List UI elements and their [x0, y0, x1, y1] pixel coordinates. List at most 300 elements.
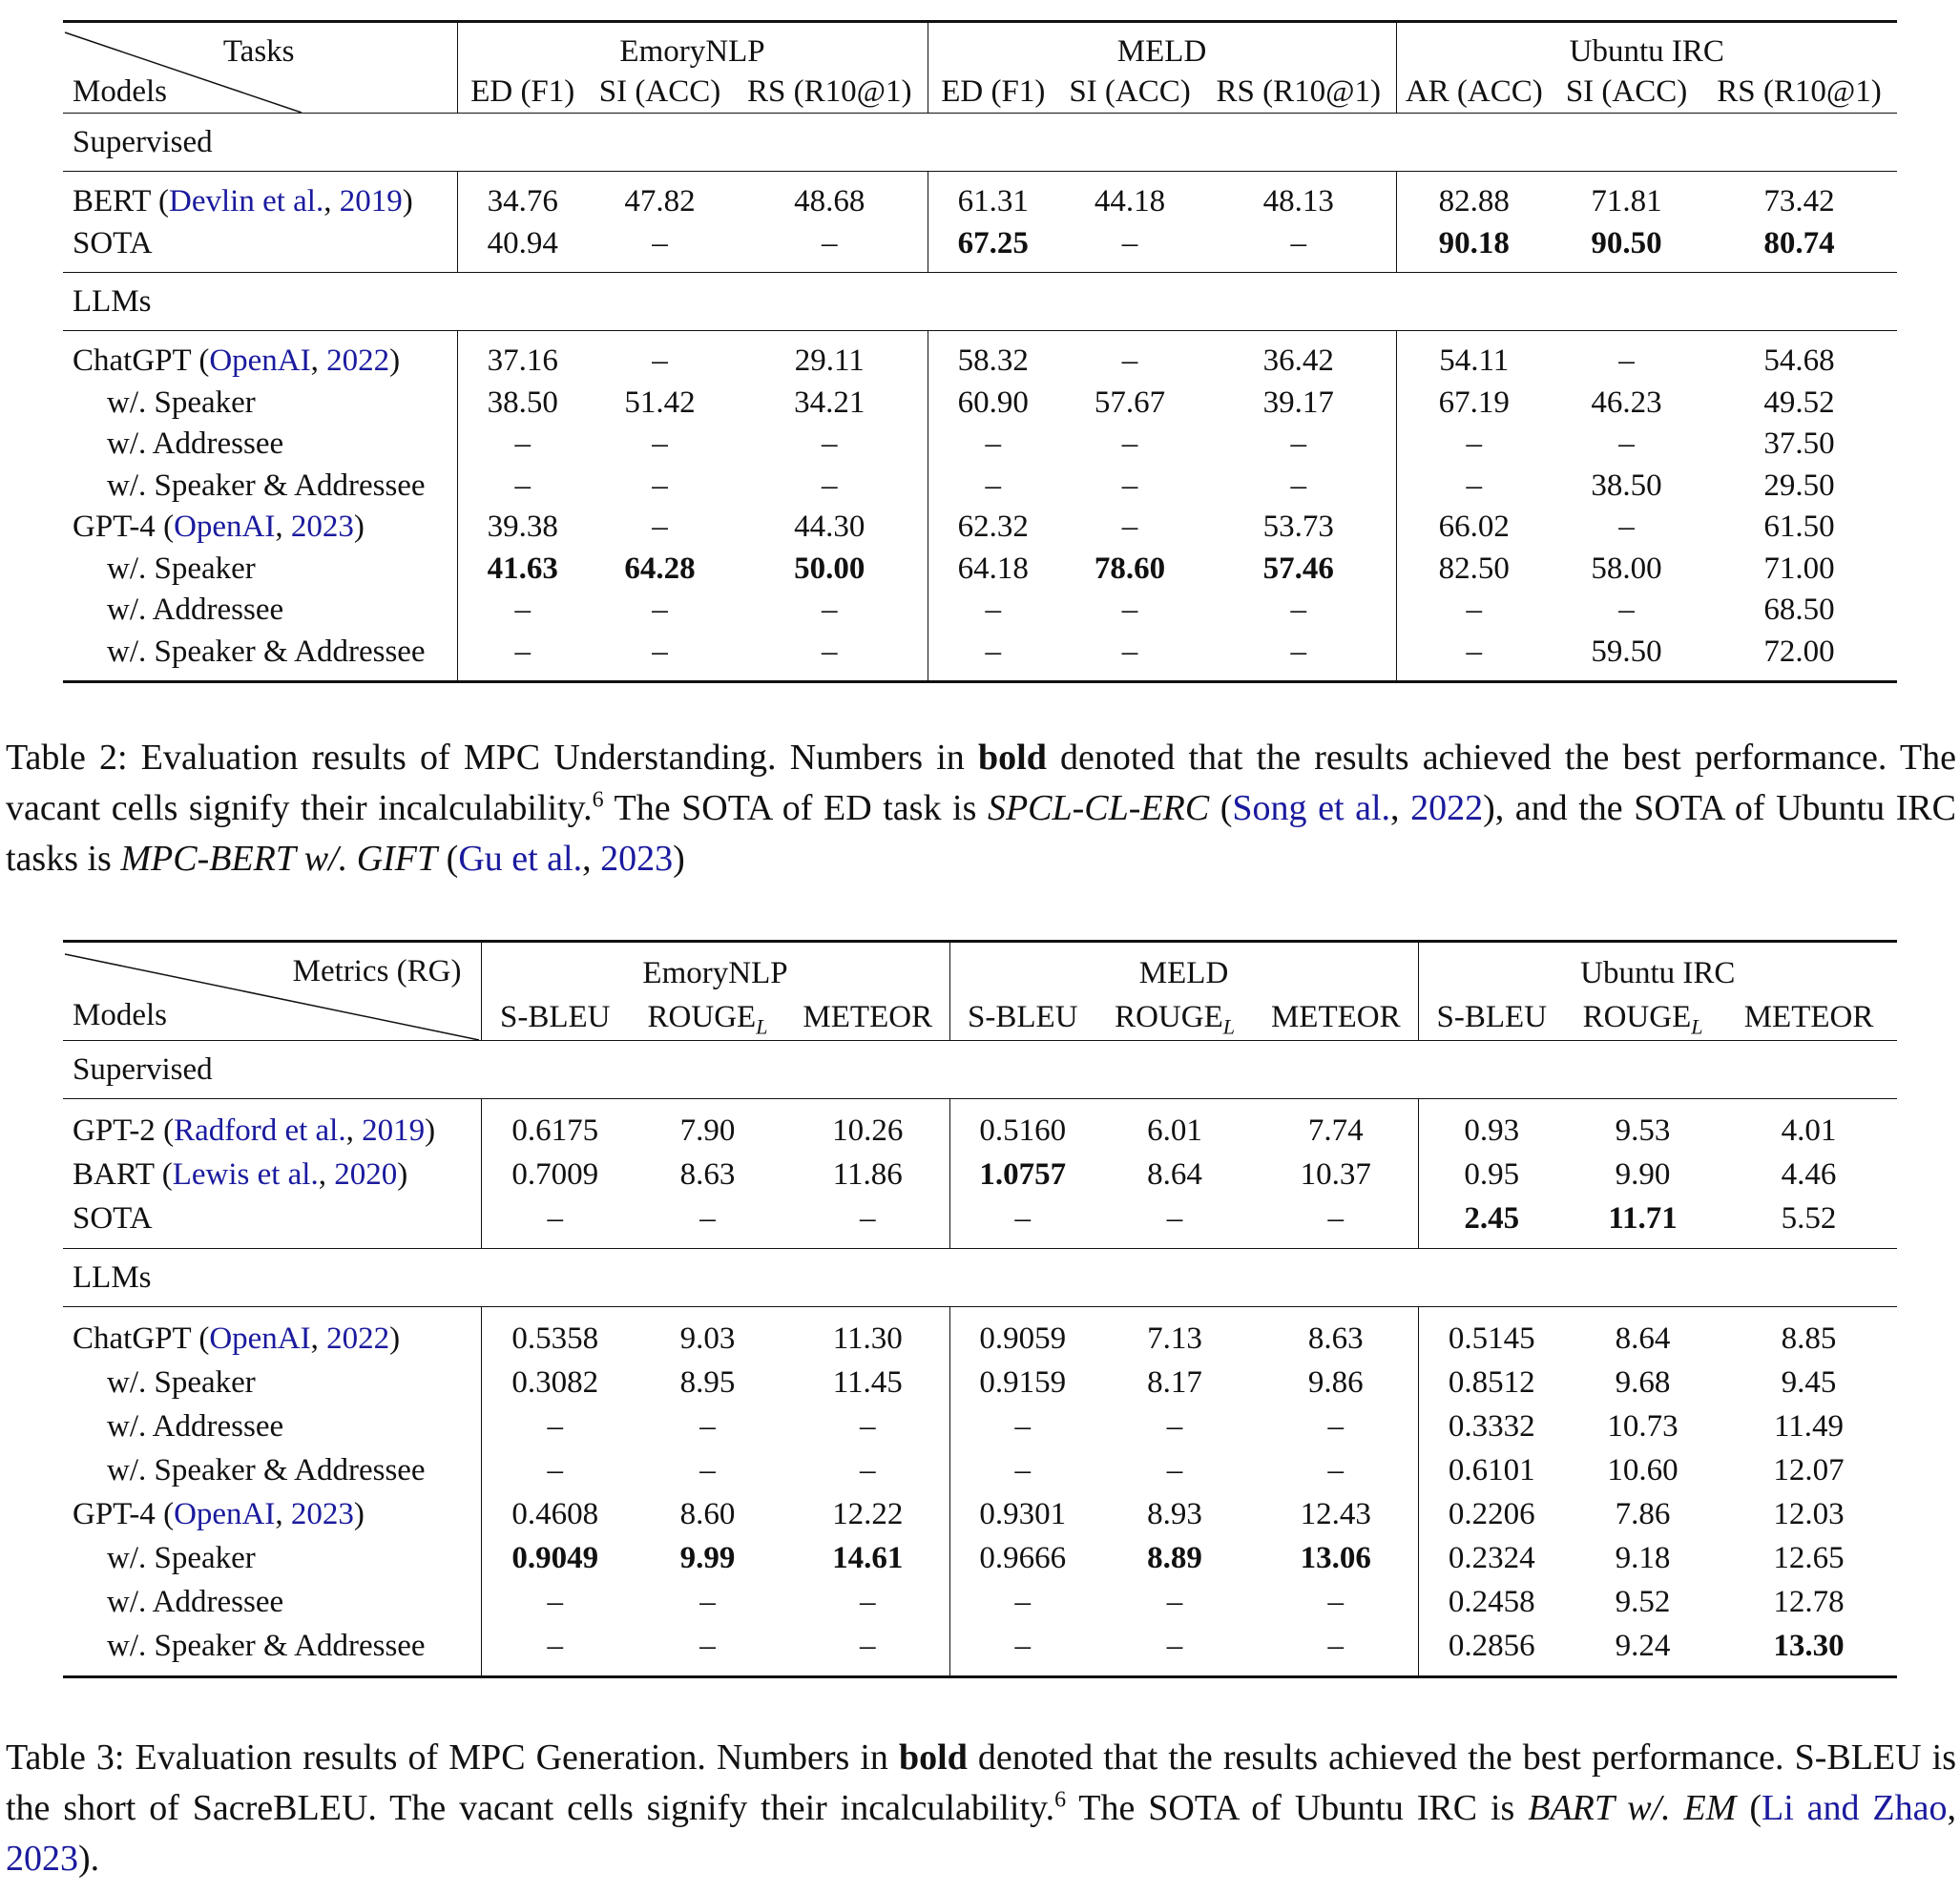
- table-3-caption: Table 3: Evaluation results of MPC Generation. Numbers in bold denoted that the results achieved the best performance. S-BLEU is the short of SacreBLEU. The vacant cells signify their incalculability.$^6$ The SOTA of Ubuntu IRC is BART w/. EM (Li and Zhao, 2023).: [6, 1737, 1957, 1879]
- value-cell: [588, 549, 732, 591]
- value-cell: [1418, 1196, 1565, 1249]
- table-row: [63, 1307, 1897, 1362]
- value-cell: –: [1095, 1196, 1254, 1249]
- value-cell: 0.6175: [481, 1099, 629, 1154]
- model-variant: w/. Addressee: [107, 1408, 284, 1444]
- section-row-supervised: [63, 114, 1897, 172]
- value-cell: 11.86: [832, 1156, 903, 1192]
- value-cell: –: [1327, 1408, 1345, 1444]
- citation-link[interactable]: Li and Zhao: [1761, 1788, 1948, 1828]
- value-cell: 0.8512: [1418, 1361, 1565, 1404]
- model-name: BERT (Devlin et al., 2019): [73, 184, 413, 219]
- value-cell: 46.23: [1591, 385, 1662, 420]
- value-cell: –: [949, 1448, 1095, 1492]
- value-cell: 8.95: [679, 1364, 736, 1400]
- value-cell: 9.90: [1615, 1156, 1671, 1192]
- value-cell: –: [1121, 343, 1138, 379]
- column-header: SI (ACC): [588, 71, 732, 114]
- value-cell: 44.18: [1094, 184, 1166, 219]
- value-cell: 39.17: [1262, 385, 1334, 420]
- value-cell: –: [1121, 593, 1138, 628]
- value-cell: 49.52: [1763, 385, 1835, 420]
- best-value: 90.50: [1591, 225, 1662, 260]
- value-cell: 61.31: [928, 172, 1058, 223]
- value-cell: –: [652, 343, 668, 379]
- citation-link[interactable]: 2020: [334, 1156, 398, 1192]
- value-cell: 34.21: [794, 385, 865, 420]
- value-cell: 12.78: [1773, 1584, 1845, 1619]
- value-cell: –: [1396, 424, 1552, 466]
- model-name: GPT-2 (Radford et al., 2019): [73, 1113, 436, 1148]
- best-value: 1.0757: [979, 1156, 1067, 1192]
- value-cell: –: [1290, 593, 1307, 628]
- value-cell: [786, 1536, 949, 1580]
- value-cell: –: [1396, 590, 1552, 632]
- citation-link[interactable]: OpenAI: [209, 343, 311, 379]
- value-cell: –: [1058, 223, 1201, 273]
- value-cell: 12.22: [832, 1496, 904, 1531]
- value-cell: 59.50: [1552, 632, 1701, 682]
- value-cell: 9.03: [679, 1321, 736, 1356]
- value-cell: [1720, 1624, 1897, 1677]
- value-cell: 7.90: [679, 1113, 736, 1148]
- value-cell: –: [652, 593, 668, 628]
- value-cell: 0.5145: [1418, 1307, 1565, 1362]
- citation-link[interactable]: 2019: [362, 1113, 426, 1148]
- value-cell: –: [860, 1584, 876, 1619]
- value-cell: 0.7009: [481, 1153, 629, 1196]
- value-cell: [1058, 549, 1201, 591]
- value-cell: [732, 549, 928, 591]
- value-cell: 54.11: [1396, 331, 1552, 383]
- value-cell: –: [949, 1404, 1095, 1448]
- column-header: $ROUGE_L$: [1565, 994, 1720, 1041]
- value-cell: 0.9159: [949, 1361, 1095, 1404]
- best-value: 13.06: [1300, 1540, 1371, 1575]
- value-cell: 48.13: [1262, 184, 1334, 219]
- value-cell: 67.19: [1396, 383, 1552, 425]
- value-cell: 64.18: [928, 549, 1058, 591]
- value-cell: –: [822, 593, 838, 628]
- value-cell: –: [1201, 632, 1396, 682]
- best-value: 50.00: [794, 551, 865, 586]
- column-header: S-BLEU: [1418, 994, 1565, 1041]
- value-cell: –: [949, 1196, 1095, 1249]
- table-row: [63, 383, 1897, 425]
- value-cell: 9.68: [1615, 1364, 1671, 1400]
- column-header: S-BLEU: [481, 994, 629, 1041]
- value-cell: 73.42: [1763, 184, 1835, 219]
- value-cell: 0.95: [1418, 1153, 1565, 1196]
- value-cell: 44.30: [794, 510, 865, 545]
- model-name: GPT-4 (OpenAI, 2023): [73, 1496, 365, 1531]
- value-cell: 9.18: [1615, 1540, 1671, 1575]
- footnote-marker[interactable]: 6: [1054, 1787, 1067, 1813]
- section-label: Supervised: [63, 114, 1897, 172]
- value-cell: 12.07: [1773, 1452, 1845, 1487]
- value-cell: 8.17: [1147, 1364, 1202, 1400]
- column-header: METEOR: [1720, 994, 1897, 1041]
- value-cell: –: [949, 1624, 1095, 1677]
- value-cell: [1565, 1196, 1720, 1249]
- value-cell: –: [860, 1408, 876, 1444]
- value-cell: –: [1396, 466, 1552, 508]
- table-row: [63, 1153, 1897, 1196]
- value-cell: 82.50: [1396, 549, 1552, 591]
- value-cell: –: [860, 1452, 876, 1487]
- value-cell: –: [652, 426, 668, 462]
- citation-link[interactable]: OpenAI: [209, 1321, 311, 1356]
- value-cell: –: [1290, 468, 1307, 503]
- best-value: 13.30: [1773, 1628, 1845, 1663]
- value-cell: 12.03: [1773, 1496, 1845, 1531]
- model-name: GPT-4 (OpenAI, 2023): [73, 510, 365, 545]
- model-name: SOTA: [63, 223, 457, 273]
- table-row: [63, 466, 1897, 508]
- value-cell: 10.37: [1300, 1156, 1371, 1192]
- value-cell: 10.60: [1607, 1452, 1679, 1487]
- table-3-header-groups: [63, 942, 1897, 995]
- value-cell: 72.00: [1701, 632, 1897, 682]
- best-value: 67.25: [957, 225, 1029, 260]
- value-cell: 38.50: [1591, 468, 1662, 503]
- value-cell: –: [1166, 1408, 1183, 1444]
- column-header: AR (ACC): [1396, 71, 1552, 114]
- value-cell: 0.9301: [949, 1492, 1095, 1536]
- value-cell: 8.64: [1615, 1321, 1671, 1356]
- value-cell: 54.68: [1763, 343, 1835, 379]
- model-name: BART (Lewis et al., 2020): [73, 1156, 408, 1192]
- table-row: [63, 1492, 1897, 1536]
- value-cell: [928, 223, 1058, 273]
- citation-link[interactable]: OpenAI: [174, 510, 276, 545]
- value-cell: 53.73: [1262, 510, 1334, 545]
- value-cell: –: [1166, 1584, 1183, 1619]
- value-cell: –: [457, 632, 588, 682]
- citation-link[interactable]: 2019: [339, 184, 403, 219]
- best-value: 14.61: [832, 1540, 904, 1575]
- value-cell: [1254, 1536, 1418, 1580]
- table-3-group-header: EmoryNLP: [481, 942, 949, 995]
- table-row: [63, 1099, 1897, 1154]
- value-cell: 7.13: [1147, 1321, 1202, 1356]
- column-header: S-BLEU: [949, 994, 1095, 1041]
- column-header: SI (ACC): [1552, 71, 1701, 114]
- value-cell: 11.30: [832, 1321, 903, 1356]
- value-cell: 0.6101: [1418, 1448, 1565, 1492]
- citation-link[interactable]: OpenAI: [174, 1496, 276, 1531]
- column-header: $ROUGE_L$: [629, 994, 786, 1041]
- value-cell: 4.01: [1781, 1113, 1837, 1148]
- value-cell: 51.42: [624, 385, 696, 420]
- value-cell: 29.11: [794, 343, 865, 379]
- table-2: [63, 20, 1897, 683]
- model-name: ChatGPT (OpenAI, 2022): [73, 343, 401, 379]
- model-variant: w/. Speaker & Addressee: [107, 468, 426, 503]
- column-header: METEOR: [1254, 994, 1418, 1041]
- table-row: [63, 1404, 1897, 1448]
- table-row: [63, 590, 1897, 632]
- value-cell: 36.42: [1262, 343, 1334, 379]
- citation-link[interactable]: Song et al.: [1232, 788, 1391, 828]
- value-cell: –: [786, 1196, 949, 1249]
- table-3-corner: [63, 942, 481, 1041]
- best-value: 80.74: [1763, 225, 1835, 260]
- value-cell: 71.81: [1591, 184, 1662, 219]
- value-cell: 71.00: [1763, 551, 1835, 586]
- section-label: LLMs: [63, 273, 1897, 331]
- value-cell: –: [629, 1196, 786, 1249]
- model-variant: w/. Speaker: [107, 385, 256, 420]
- value-cell: –: [699, 1408, 716, 1444]
- value-cell: –: [699, 1452, 716, 1487]
- value-cell: –: [457, 466, 588, 508]
- value-cell: 8.64: [1147, 1156, 1202, 1192]
- column-header: METEOR: [786, 994, 949, 1041]
- value-cell: –: [732, 223, 928, 273]
- value-cell: –: [928, 590, 1058, 632]
- table-row: [63, 1361, 1897, 1404]
- citation-link[interactable]: Devlin et al.: [169, 184, 324, 219]
- column-header: RS (R10@1): [1701, 71, 1897, 114]
- value-cell: –: [928, 424, 1058, 466]
- value-cell: 6.01: [1147, 1113, 1202, 1148]
- value-cell: 58.32: [928, 331, 1058, 383]
- model-variant: w/. Addressee: [107, 1584, 284, 1619]
- value-cell: 0.2856: [1418, 1624, 1565, 1677]
- citation-link[interactable]: 2022: [326, 343, 390, 379]
- value-cell: –: [588, 632, 732, 682]
- value-cell: [1701, 223, 1897, 273]
- table-3-group-header: Ubuntu IRC: [1418, 942, 1897, 995]
- value-cell: –: [1121, 510, 1138, 545]
- citation-link[interactable]: 2023: [6, 1839, 78, 1879]
- value-cell: –: [822, 426, 838, 462]
- table-2-group-header: MELD: [928, 22, 1396, 72]
- value-cell: 9.53: [1615, 1113, 1671, 1148]
- table-3-corner-top: Metrics (RG): [292, 954, 462, 988]
- value-cell: 39.38: [457, 507, 588, 549]
- footnote-marker[interactable]: 6: [592, 787, 604, 813]
- value-cell: 0.3332: [1418, 1404, 1565, 1448]
- table-row: [63, 1448, 1897, 1492]
- value-cell: [1201, 549, 1396, 591]
- value-cell: –: [1327, 1452, 1345, 1487]
- table-2-group-header: Ubuntu IRC: [1396, 22, 1897, 72]
- value-cell: 7.86: [1615, 1496, 1671, 1531]
- value-cell: –: [1618, 343, 1635, 379]
- citation-link[interactable]: Radford et al.: [174, 1113, 346, 1148]
- value-cell: 10.73: [1607, 1408, 1679, 1444]
- value-cell: –: [1166, 1452, 1183, 1487]
- value-cell: 0.5358: [481, 1307, 629, 1362]
- value-cell: –: [928, 466, 1058, 508]
- best-value: 78.60: [1094, 551, 1166, 586]
- value-cell: –: [1618, 510, 1635, 545]
- value-cell: –: [928, 632, 1058, 682]
- value-cell: –: [652, 510, 668, 545]
- table-row: [63, 1196, 1897, 1249]
- column-header: ED (F1): [928, 71, 1058, 114]
- value-cell: [481, 1536, 629, 1580]
- citation-link[interactable]: 2023: [290, 510, 354, 545]
- column-header: ED (F1): [457, 71, 588, 114]
- best-value: 11.71: [1608, 1200, 1678, 1236]
- value-cell: –: [1095, 1624, 1254, 1677]
- section-label: LLMs: [63, 1249, 1897, 1307]
- value-cell: 0.3082: [481, 1361, 629, 1404]
- value-cell: [1095, 1536, 1254, 1580]
- value-cell: 5.52: [1720, 1196, 1897, 1249]
- value-cell: –: [481, 1196, 629, 1249]
- table-3: [63, 940, 1897, 1678]
- value-cell: –: [699, 1584, 716, 1619]
- citation-link[interactable]: 2022: [1410, 788, 1484, 828]
- model-variant: w/. Speaker & Addressee: [63, 632, 457, 682]
- table-3-group-header: MELD: [949, 942, 1418, 995]
- value-cell: –: [1121, 426, 1138, 462]
- value-cell: [949, 1153, 1095, 1196]
- best-value: 0.9049: [511, 1540, 599, 1575]
- column-header: RS (R10@1): [1201, 71, 1396, 114]
- value-cell: 12.65: [1773, 1540, 1845, 1575]
- value-cell: –: [786, 1624, 949, 1677]
- value-cell: –: [1396, 632, 1552, 682]
- value-cell: –: [1254, 1196, 1418, 1249]
- value-cell: 7.74: [1307, 1113, 1364, 1148]
- value-cell: –: [1618, 593, 1635, 628]
- value-cell: 66.02: [1396, 507, 1552, 549]
- value-cell: 40.94: [457, 223, 588, 273]
- model-variant: w/. Addressee: [107, 426, 284, 462]
- value-cell: 0.93: [1418, 1099, 1565, 1154]
- value-cell: 34.76: [457, 172, 588, 223]
- value-cell: 11.49: [1774, 1408, 1845, 1444]
- value-cell: 9.52: [1615, 1584, 1671, 1619]
- value-cell: 0.2324: [1418, 1536, 1565, 1580]
- model-name: SOTA: [63, 1196, 481, 1249]
- value-cell: 0.2458: [1418, 1580, 1565, 1624]
- value-cell: –: [1121, 468, 1138, 503]
- value-cell: –: [481, 1448, 629, 1492]
- citation-link[interactable]: Gu et al.: [458, 839, 583, 879]
- section-row-llms: [63, 1249, 1897, 1307]
- column-header: $ROUGE_L$: [1095, 994, 1254, 1041]
- table-row: [63, 1536, 1897, 1580]
- value-cell: 61.50: [1763, 510, 1835, 545]
- citation-link[interactable]: 2023: [600, 839, 674, 879]
- value-cell: [1552, 223, 1701, 273]
- table-2-corner: [63, 22, 457, 114]
- value-cell: 8.63: [1307, 1321, 1364, 1356]
- table-2-header-groups: [63, 22, 1897, 72]
- table-row: [63, 331, 1897, 383]
- table-row: [63, 172, 1897, 223]
- model-variant: w/. Speaker & Addressee: [107, 1452, 426, 1487]
- value-cell: –: [1290, 426, 1307, 462]
- citation-link[interactable]: Lewis et al.: [172, 1156, 319, 1192]
- table-2-corner-top: Tasks: [222, 34, 295, 69]
- best-value: 57.46: [1262, 551, 1334, 586]
- value-cell: 8.93: [1147, 1496, 1202, 1531]
- best-value: 41.63: [487, 551, 558, 586]
- value-cell: [629, 1536, 786, 1580]
- value-cell: 12.43: [1300, 1496, 1371, 1531]
- value-cell: 9.45: [1781, 1364, 1837, 1400]
- value-cell: –: [588, 223, 732, 273]
- best-value: 64.28: [624, 551, 696, 586]
- value-cell: 9.86: [1307, 1364, 1364, 1400]
- value-cell: 62.32: [928, 507, 1058, 549]
- value-cell: 0.4608: [481, 1492, 629, 1536]
- model-variant: w/. Speaker: [107, 1540, 256, 1575]
- value-cell: 29.50: [1763, 468, 1835, 503]
- best-value: 9.99: [679, 1540, 736, 1575]
- value-cell: 8.85: [1781, 1321, 1837, 1356]
- value-cell: –: [481, 1624, 629, 1677]
- value-cell: 47.82: [624, 184, 696, 219]
- value-cell: –: [652, 468, 668, 503]
- table-2-corner-bottom: Models: [73, 74, 167, 109]
- value-cell: 0.9059: [949, 1307, 1095, 1362]
- table-row: [63, 507, 1897, 549]
- best-value: 2.45: [1464, 1200, 1520, 1236]
- section-row-supervised: [63, 1041, 1897, 1099]
- value-cell: 11.45: [832, 1364, 903, 1400]
- section-row-llms: [63, 273, 1897, 331]
- model-variant: w/. Speaker & Addressee: [63, 1624, 481, 1677]
- column-header: SI (ACC): [1058, 71, 1201, 114]
- model-name: ChatGPT (OpenAI, 2022): [73, 1321, 401, 1356]
- citation-link[interactable]: 2023: [290, 1496, 354, 1531]
- value-cell: 82.88: [1396, 172, 1552, 223]
- value-cell: 8.63: [679, 1156, 736, 1192]
- value-cell: [457, 549, 588, 591]
- value-cell: –: [629, 1624, 786, 1677]
- table-row: [63, 549, 1897, 591]
- value-cell: [1396, 223, 1552, 273]
- table-3-corner-bottom: Models: [73, 998, 167, 1032]
- table-row: [63, 424, 1897, 466]
- value-cell: –: [481, 1404, 629, 1448]
- value-cell: 37.50: [1763, 426, 1835, 462]
- value-cell: 8.60: [679, 1496, 736, 1531]
- model-variant: w/. Addressee: [107, 593, 284, 628]
- value-cell: –: [732, 632, 928, 682]
- table-2-caption: Table 2: Evaluation results of MPC Understanding. Numbers in bold denoted that the results achieved the best performance. The vacant cells signify their incalculability.$^6$ The SOTA of ED task is SPCL-CL-ERC (Song et al., 2022), and the SOTA of Ubuntu IRC tasks is MPC-BERT w/. GIFT (Gu et al., 2023): [6, 738, 1956, 879]
- table-row: [63, 1580, 1897, 1624]
- value-cell: 10.26: [832, 1113, 904, 1148]
- citation-link[interactable]: 2022: [326, 1321, 390, 1356]
- value-cell: –: [457, 590, 588, 632]
- value-cell: 0.9666: [949, 1536, 1095, 1580]
- value-cell: 68.50: [1763, 593, 1835, 628]
- value-cell: –: [949, 1580, 1095, 1624]
- value-cell: 37.16: [457, 331, 588, 383]
- value-cell: 57.67: [1094, 385, 1166, 420]
- value-cell: 4.46: [1781, 1156, 1837, 1192]
- value-cell: –: [1201, 223, 1396, 273]
- value-cell: 48.68: [794, 184, 865, 219]
- best-value: 8.89: [1147, 1540, 1202, 1575]
- value-cell: –: [1327, 1584, 1345, 1619]
- value-cell: –: [822, 468, 838, 503]
- value-cell: 0.2206: [1418, 1492, 1565, 1536]
- value-cell: 38.50: [457, 383, 588, 425]
- value-cell: 60.90: [928, 383, 1058, 425]
- model-variant: w/. Speaker: [107, 551, 256, 586]
- model-variant: w/. Speaker: [107, 1364, 256, 1400]
